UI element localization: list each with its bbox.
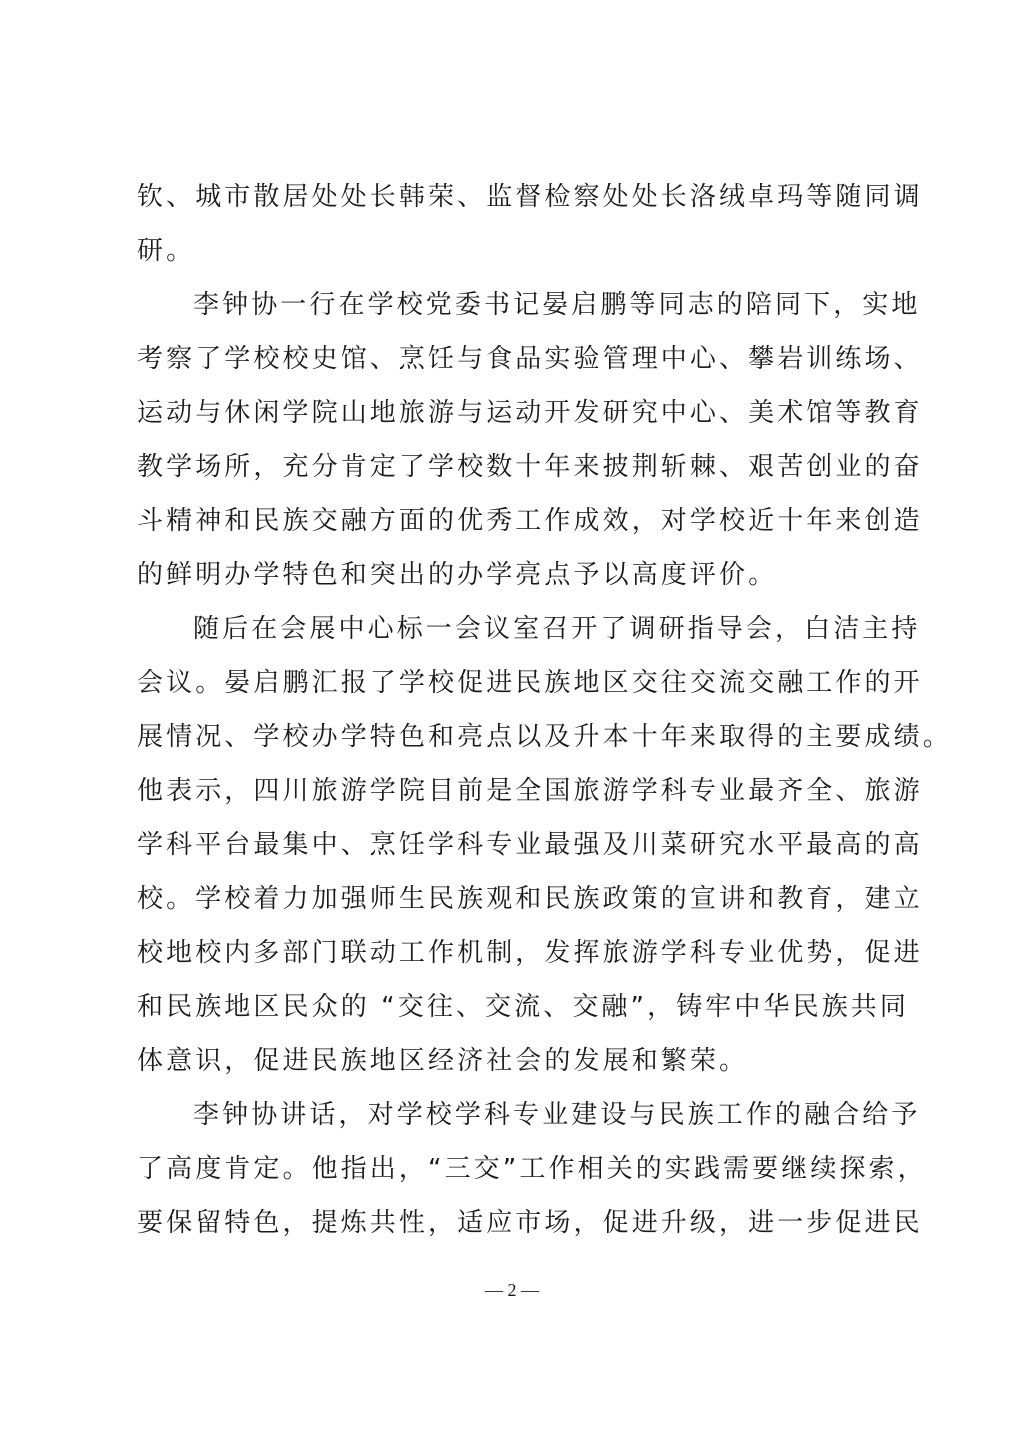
text-line: 考察了学校校史馆、烹饪与食品实验管理中心、攀岩训练场、 (137, 344, 923, 374)
text-line: 校。学校着力加强师生民族观和民族政策的宣讲和教育，建立 (137, 884, 923, 914)
text-line: 了高度肯定。他指出，“三交”工作相关的实践需要继续探索， (137, 1154, 927, 1184)
text-line: 随后在会展中心标一会议室召开了调研指导会，白洁主持 (193, 614, 921, 644)
text-line: 李钟协讲话，对学校学科专业建设与民族工作的融合给予 (193, 1100, 921, 1130)
text-line: 的鲜明办学特色和突出的办学亮点予以高度评价。 (137, 560, 778, 590)
page-number: — 2 — (485, 1280, 539, 1300)
text-line: 斗精神和民族交融方面的优秀工作成效，对学校近十年来创造 (137, 506, 923, 536)
body-text (137, 175, 952, 1255)
text-line: 他表示，四川旅游学院目前是全国旅游学科专业最齐全、旅游 (137, 776, 923, 806)
text-line: 运动与休闲学院山地旅游与运动开发研究中心、美术馆等教育 (137, 398, 923, 428)
text-line: 和民族地区民众的 “交往、交流、交融”，铸牢中华民族共同 (137, 992, 910, 1022)
text-line: 展情况、学校办学特色和亮点以及升本十年来取得的主要成绩。 (137, 722, 952, 752)
text-line: 李钟协一行在学校党委书记晏启鹏等同志的陪同下，实地 (193, 290, 921, 320)
text-line: 学科平台最集中、烹饪学科专业最强及川菜研究水平最高的高 (137, 830, 923, 860)
text-line: 要保留特色，提炼共性，适应市场，促进升级，进一步促进民 (137, 1208, 923, 1238)
text-line: 研。 (137, 236, 196, 266)
text-line: 体意识，促进民族地区经济社会的发展和繁荣。 (137, 1046, 749, 1076)
text-line: 钦、城市散居处处长韩荣、监督检察处处长洛绒卓玛等随同调 (137, 182, 923, 212)
text-line: 会议。晏启鹏汇报了学校促进民族地区交往交流交融工作的开 (137, 668, 923, 698)
text-line: 校地校内多部门联动工作机制，发挥旅游学科专业优势，促进 (137, 938, 923, 968)
text-line: 教学场所，充分肯定了学校数十年来披荆斩棘、艰苦创业的奋 (137, 452, 923, 482)
